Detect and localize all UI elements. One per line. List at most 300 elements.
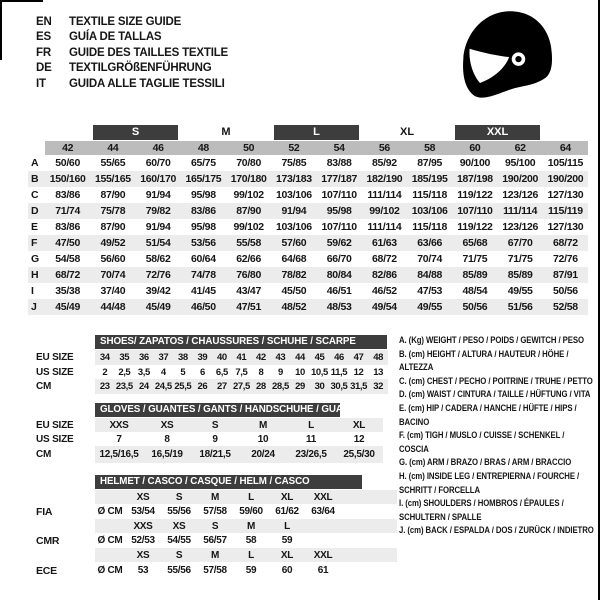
language-code: ES [36,31,51,44]
size-group-xl: XL [400,126,415,138]
spacer-cell [95,519,125,533]
measure-row-a [28,155,588,171]
spacer-cell [341,548,397,562]
col-header: 52 [271,141,316,155]
size-value: 95/98 [190,189,216,201]
language-title-list [36,15,228,92]
helmet-size: 52/53 [131,535,155,546]
size-value: 71/75 [462,253,488,265]
measure-row-j [28,299,588,315]
glove-size: 12 [353,433,365,445]
size-value: 78/82 [271,267,316,283]
size-value: 85/92 [372,157,397,169]
helmet-size: L [269,519,305,533]
standard-label: CMR [36,534,60,547]
size-value: 62/66 [236,253,262,265]
size-value: 55/58 [226,235,271,251]
shoe-size: 3,5 [137,366,150,378]
col-header: 62 [498,141,543,155]
helmet-size: 61/62 [275,506,299,517]
shoe-size: 30 [310,379,330,394]
spacer-cell [341,504,397,519]
size-value: 80/84 [317,267,362,283]
size-value: 87/95 [417,157,443,169]
spacer-cell [30,490,95,504]
shoe-size: 45 [310,350,330,365]
size-group-l: L [271,124,362,141]
helmet-size [305,533,341,548]
corner-cell [28,141,45,155]
helmet-size: 56/57 [203,535,227,546]
gloves-size-table [30,402,383,463]
legend-item: H. (cm) INSIDE LEG / ENTREPIERNA / FOURCHE / SCHRITT / FORCELLA [399,470,580,496]
ece-values-row [30,562,397,579]
row-letter: H [28,267,45,283]
shoe-size: 25,5 [174,381,192,392]
shoe-size: 13 [373,366,384,378]
size-value: 63/66 [407,235,452,251]
size-value: 72/76 [553,253,578,265]
spacer-cell [30,474,95,490]
language-code: IT [36,77,46,90]
size-value: 50/56 [452,299,497,315]
helmet-size: 55/56 [167,565,191,576]
row-letter: D [28,203,45,219]
size-value: 70/80 [236,157,262,169]
size-value: 44/48 [90,299,135,315]
size-value: 185/195 [407,171,452,187]
shoes-title: SHOES/ ZAPATOS / CHAUSSURES / SCHUHE / SCARPE [95,335,387,349]
helmet-size: 57/58 [203,565,227,576]
size-value: 51/56 [498,299,543,315]
size-value: 115/118 [412,189,447,201]
measure-row-f [28,235,588,251]
language-row [36,77,228,92]
size-value: 83/86 [181,203,226,219]
shoe-size: 7,5 [235,366,248,378]
cmr-values-row [30,533,397,548]
row-label: CM [30,446,95,463]
helmet-size: 55/56 [167,506,191,517]
size-value: 160/170 [136,171,181,187]
size-value: 75/78 [90,203,135,219]
size-value: 70/74 [417,253,443,265]
shoe-size: 42 [251,350,271,365]
gloves-us-row [30,432,383,446]
size-group-row [28,124,588,141]
fia-values-row [30,504,397,519]
size-value: 177/187 [317,171,362,187]
shoes-us-row [30,365,388,379]
size-value: 50/56 [553,285,578,297]
size-value: 150/160 [45,171,90,187]
unit-label: Ø CM [97,535,123,546]
standard-label: ECE [36,564,57,577]
size-value: 76/80 [226,267,271,283]
row-label: EU SIZE [30,350,95,365]
size-value: 60/70 [145,157,171,169]
col-header: 44 [90,141,135,155]
size-value: 99/102 [233,189,264,201]
col-header: 60 [452,141,497,155]
shoe-size: 37 [154,350,174,365]
size-value: 71/74 [45,203,90,219]
size-value: 190/200 [543,171,588,187]
size-value: 46/52 [372,285,397,297]
size-value: 111/114 [367,221,402,233]
row-letter: F [28,235,45,251]
helmet-size: 58 [245,535,257,546]
shoes-header-cell [95,334,388,350]
legend-item: G. (cm) ARM / BRAZO / BRAS / ARM / BRACCIO [399,457,572,469]
size-value: 85/89 [452,267,497,283]
shoe-size: 2 [102,366,108,378]
helmet-size: 53 [137,565,149,576]
row-label: EU SIZE [30,418,95,432]
size-value: 45/50 [281,285,307,297]
measure-row-c [28,187,588,203]
legend-item: C. (cm) CHEST / PECHO / POITRINE / TRUHE / PETTO [399,375,593,387]
size-value: 45/49 [45,299,90,315]
size-value: 107/110 [321,189,357,201]
helmet-size: M [233,519,269,533]
helmet-size-table [30,474,397,579]
spacer-cell [341,490,397,504]
measure-row-h [28,267,588,283]
size-value: 35/38 [55,285,81,297]
shoe-size: 23 [95,379,115,394]
size-value: 56/60 [100,253,126,265]
size-value: 41/45 [190,285,216,297]
helmet-size: XS [125,548,161,562]
size-value: 87/90 [100,189,126,201]
size-value: 43/47 [236,285,262,297]
size-value: 48/53 [317,299,362,315]
helmet-header-cell [95,474,397,490]
row-letter: E [31,221,38,233]
shoes-size-table [30,334,388,394]
textile-size-table [28,124,588,315]
glove-size: 16,5/19 [143,446,191,463]
standard-label: FIA [36,505,53,518]
row-letter: C [31,189,39,201]
size-value: 55/65 [100,157,126,169]
spacer-cell [30,519,95,533]
size-value: 127/130 [547,189,584,201]
measure-row-g [28,251,588,267]
guide-title: GUÍA DE TALLAS [69,31,162,44]
glove-size: 8 [164,433,170,445]
glove-size: 23/26,5 [287,446,335,463]
unit-label: Ø CM [97,506,123,517]
shoe-size: 6,5 [215,366,228,378]
helmet-size: XL [269,490,305,504]
shoe-size: 8 [258,366,264,378]
size-value: 111/114 [498,203,543,219]
size-value: 95/98 [190,221,216,233]
size-value: 60/64 [190,253,216,265]
shoe-size: 47 [349,350,369,365]
shoes-eu-row [30,350,388,365]
size-value: 53/56 [181,235,226,251]
helmet-size: S [161,490,197,504]
frame-border-top [0,0,43,2]
language-code: FR [36,46,51,59]
size-value: 91/94 [145,221,171,233]
size-value: 61/63 [362,235,407,251]
band-spacer [28,124,90,141]
row-letter: A [31,157,39,169]
size-value: 87/90 [100,221,126,233]
size-value: 103/106 [275,189,312,201]
helmet-size: M [197,490,233,504]
size-value: 75/85 [281,157,307,169]
unit-label: Ø CM [97,565,123,576]
glove-size: M [239,418,287,432]
shoe-size: 5 [180,366,186,378]
size-value: 47/51 [226,299,271,315]
shoe-size: 31,5 [350,381,367,392]
helmet-size: L [233,490,269,504]
size-value: 45/49 [136,299,181,315]
shoe-size: 34 [95,350,115,365]
col-header: 64 [543,141,588,155]
size-value: 115/118 [412,221,447,233]
row-label: CM [30,379,95,394]
gloves-eu-row [30,418,383,432]
shoe-size: 29 [290,379,310,394]
helmet-size: XXL [305,490,341,504]
size-value: 57/60 [271,235,316,251]
size-value: 58/62 [145,253,171,265]
size-value: 87/91 [543,267,588,283]
glove-size: 12,5/16,5 [95,446,143,463]
helmet-size: XS [161,519,197,533]
shoe-size: 10 [295,366,305,378]
row-label: US SIZE [36,433,74,445]
size-value: 119/122 [457,189,493,201]
gloves-cm-row [30,446,383,463]
legend-item: F. (cm) TIGH / MUSLO / CUISSE / SCHENKEL / COSCIA [399,430,565,455]
shoe-size: 28 [251,379,271,394]
size-value: 65/75 [190,157,216,169]
size-value: 107/110 [452,203,497,219]
size-value: 49/55 [507,285,533,297]
size-value: 83/88 [326,157,352,169]
size-value: 91/94 [271,203,316,219]
size-value: 107/110 [321,221,357,233]
shoe-size: 44 [290,350,310,365]
shoe-size: 32 [368,379,388,394]
shoe-size: 28,5 [272,381,289,392]
row-label: US SIZE [36,366,74,378]
glove-size: 25,5/30 [335,446,383,463]
size-value: 79/82 [136,203,181,219]
size-number-header-row [28,141,588,155]
shoe-size: 9 [278,366,283,378]
shoe-size: 36 [134,350,154,365]
size-value: 155/165 [90,171,135,187]
language-row [36,61,228,76]
size-value: 84/88 [407,267,452,283]
shoe-size: 11,5 [330,366,348,378]
glove-size: XXS [95,418,143,432]
shoe-size: 24 [134,379,154,394]
shoe-size: 2,5 [118,366,131,378]
glove-size: XS [143,418,191,432]
helmet-size: XL [269,548,305,562]
glove-size: 20/24 [239,446,287,463]
row-letter: G [31,253,39,265]
language-row [36,46,228,61]
legend-item: A. (Kg) WEIGHT / PESO / POIDS / GEWITCH / PESO [399,335,584,346]
size-value: 72/76 [136,267,181,283]
size-value: 48/54 [462,285,488,297]
size-value: 46/51 [326,285,352,297]
size-value: 165/175 [181,171,226,187]
helmet-size: 59/60 [239,506,263,517]
legend-item: D. (cm) WAIST / CINTURA / TAILLE / HÜFTUNG / VITA [399,389,591,401]
helmet-size: 61 [317,565,329,576]
size-value: 95/98 [317,203,362,219]
size-value: 46/50 [181,299,226,315]
spacer-cell [30,548,95,562]
glove-size: 10 [257,433,269,445]
size-value: 64/68 [281,253,307,265]
row-letter: I [31,285,34,297]
shoe-size: 41 [232,350,252,365]
size-value: 47/53 [417,285,443,297]
helmet-header-row [30,474,397,490]
helmet-size: XXL [305,548,341,562]
size-value: 99/102 [362,203,407,219]
size-value: 87/90 [226,203,271,219]
size-value: 83/86 [55,189,81,201]
size-value: 68/72 [45,267,90,283]
size-value: 90/100 [459,157,491,169]
helmet-size: 53/54 [131,506,155,517]
size-value: 103/106 [275,221,312,233]
measurement-legend [399,334,595,538]
size-value: 82/86 [362,267,407,283]
shoe-size: 10,5 [311,366,328,378]
measure-row-d [28,203,588,219]
col-header: 50 [226,141,271,155]
shoe-size: 48 [368,350,388,365]
spacer-cell [95,490,125,504]
size-value: 170/180 [226,171,271,187]
col-header: 56 [362,141,407,155]
shoe-size: 35 [115,350,135,365]
guide-title: GUIDE DES TAILLES TEXTILE [69,46,228,59]
helmet-size: 59 [281,535,293,546]
size-value: 115/119 [543,203,588,219]
size-value: 59/62 [317,235,362,251]
measure-row-e [28,219,588,235]
shoe-size: 27 [212,379,232,394]
size-value: 52/58 [543,299,588,315]
glove-size: 9 [212,433,218,445]
measure-row-b [28,171,588,187]
glove-size: XL [335,418,383,432]
size-value: 65/68 [452,235,497,251]
size-value: 49/55 [407,299,452,315]
shoe-size: 12 [353,366,364,378]
size-value: 190/200 [498,171,543,187]
spacer-cell [95,548,125,562]
size-value: 127/130 [547,221,584,233]
helmet-size: S [197,519,233,533]
helmet-size: 59 [245,565,257,576]
shoe-size: 26 [193,379,213,394]
shoe-size: 24,5 [154,381,172,392]
glove-size: L [287,418,335,432]
ece-sizes-row [30,548,397,562]
size-value: 182/190 [362,171,407,187]
shoes-cm-row [30,379,388,394]
helmet-size: 54/55 [167,535,191,546]
size-value: 39/42 [145,285,171,297]
size-value: 123/126 [502,189,539,201]
fia-sizes-row [30,490,397,504]
language-row [36,15,228,30]
row-letter: J [28,299,45,315]
size-value: 49/54 [362,299,407,315]
shoe-size: 23,5 [115,381,133,392]
col-header: 42 [45,141,90,155]
helmet-title: HELMET / CASCO / CASQUE / HELM / CASCO [95,475,362,489]
size-value: 173/183 [271,171,316,187]
helmet-size: 60 [281,565,293,576]
spacer-cell [30,402,95,418]
shoe-size: 39 [193,350,213,365]
cmr-sizes-row [30,519,397,533]
guide-title: TEXTILGRÖßENFÜHRUNG [69,62,212,75]
size-group-m: M [221,126,231,138]
glove-size: 18/21,5 [191,446,239,463]
gloves-header-row [30,402,383,418]
legend-item: B. (cm) HEIGHT / ALTURA / HAUTEUR / HÖHE / ALTEZZA [399,348,569,374]
shoe-size: 6 [199,366,205,378]
helmet-size: XXS [125,519,161,533]
size-value: 103/106 [407,203,452,219]
col-header: 58 [407,141,452,155]
gloves-title: GLOVES / GUANTES / GANTS / HANDSCHUHE / GUANTI [95,403,340,417]
gloves-header-cell [95,402,383,418]
size-value: 105/115 [547,157,584,169]
col-header: 54 [317,141,362,155]
size-value: 85/89 [498,267,543,283]
size-value: 68/72 [543,235,588,251]
guide-title: GUIDA ALLE TAGLIE TESSILI [69,77,225,90]
col-header: 46 [136,141,181,155]
size-value: 50/60 [55,157,81,169]
glove-size: 11 [306,433,316,445]
glove-size: 7 [116,433,122,445]
size-value: 83/86 [55,221,81,233]
racing-helmet-icon [452,4,560,108]
guide-title: TEXTILE SIZE GUIDE [69,16,182,28]
legend-item: I. (cm) SHOULDERS / HOMBROS / ÉPAULES / SCHULTERN / SPALLE [399,498,564,523]
shoe-size: 38 [173,350,193,365]
size-value: 91/94 [145,189,171,201]
size-value: 66/70 [326,253,352,265]
size-value: 119/122 [457,221,493,233]
shoe-size: 40 [212,350,232,365]
row-letter: B [28,171,45,187]
measure-row-i [28,283,588,299]
language-code: DE [36,62,52,75]
